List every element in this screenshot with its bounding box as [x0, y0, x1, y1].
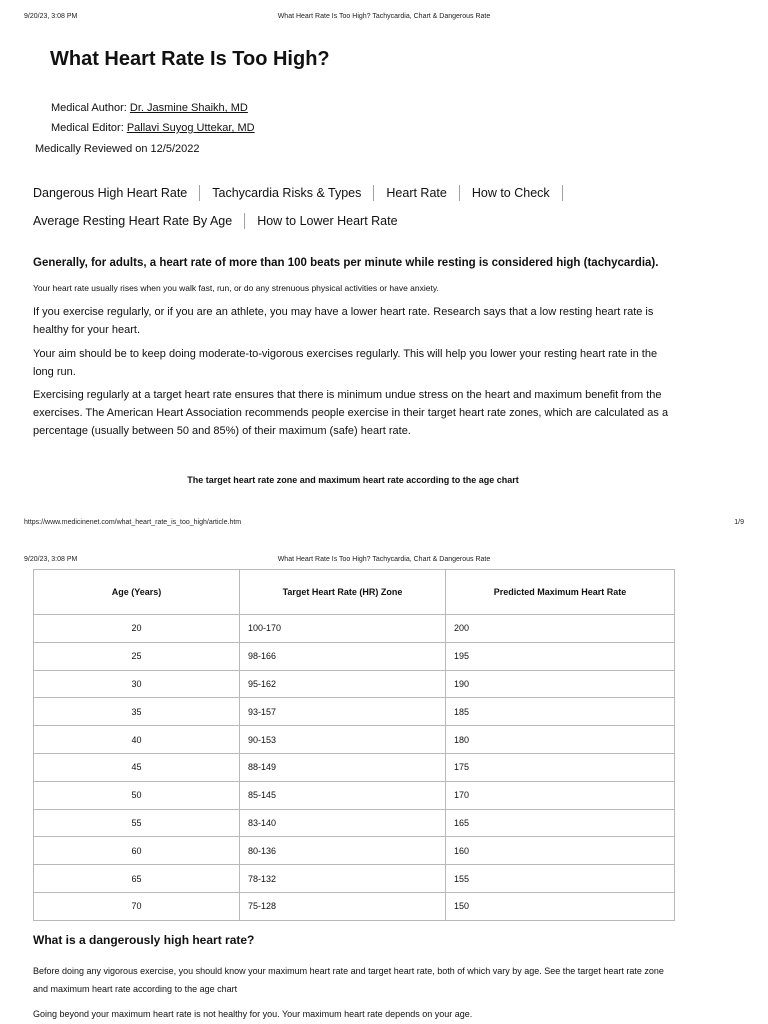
table-caption: The target heart rate zone and maximum heart rate according to the age chart: [187, 475, 519, 485]
cell-target-zone: 90-153: [240, 726, 446, 754]
cell-max-rate: 175: [446, 753, 675, 781]
toc-separator: [459, 185, 460, 201]
table-row: [34, 726, 675, 754]
cell-max-rate: 170: [446, 781, 675, 809]
author-link[interactable]: Dr. Jasmine Shaikh, MD: [129, 102, 248, 114]
cell-max-rate: 160: [446, 837, 675, 865]
toc-link-tachycardia-risks[interactable]: Tachycardia Risks & Types: [212, 186, 362, 200]
table-row: [34, 753, 675, 781]
cell-age: 65: [34, 865, 240, 893]
toc-link-how-to-check[interactable]: How to Check: [471, 186, 550, 200]
section-paragraph-1: Before doing any vigorous exercise, you should know your maximum heart rate and target heart rate, both of which vary by age. See the target heart rate zone and maximum heart rate according to the age chart: [33, 966, 664, 994]
table-body: [34, 615, 675, 921]
editor-label: Medical Editor:: [51, 122, 124, 134]
toc-separator: [562, 185, 563, 201]
cell-age: 35: [34, 698, 240, 726]
toc-link-how-to-lower-heart-rate[interactable]: How to Lower Heart Rate: [257, 214, 398, 228]
cell-age: 60: [34, 837, 240, 865]
print-date: 9/20/23, 3:08 PM: [24, 13, 78, 20]
print-date: 9/20/23, 3:08 PM: [24, 556, 78, 563]
cell-age: 25: [34, 642, 240, 670]
print-title: What Heart Rate Is Too High? Tachycardia, Chart & Dangerous Rate: [277, 556, 491, 563]
table-row: [34, 781, 675, 809]
cell-max-rate: 200: [446, 615, 675, 643]
cell-max-rate: 155: [446, 865, 675, 893]
cell-age: 55: [34, 809, 240, 837]
paragraph-target-heart-rate: Exercising regularly at a target heart rate ensures that there is minimum undue stress on the heart and maximum benefit from the exercises. The American Heart Association recommends people exercise in their target heart rate zones, which are calculated as a percentage (usually between 50 and 85%) of their maximum (safe) heart rate.: [33, 389, 669, 437]
reviewed-date: Medically Reviewed on 12/5/2022: [35, 143, 200, 155]
cell-age: 30: [34, 670, 240, 698]
section-heading: What is a dangerously high heart rate?: [33, 933, 255, 947]
cell-target-zone: 95-162: [240, 670, 446, 698]
cell-age: 40: [34, 726, 240, 754]
cell-target-zone: 75-128: [240, 892, 446, 920]
toc-link-dangerous-high-heart-rate[interactable]: Dangerous High Heart Rate: [33, 186, 188, 200]
cell-target-zone: 83-140: [240, 809, 446, 837]
column-header-age: Age (Years): [34, 570, 240, 615]
table-header-row: [34, 570, 675, 615]
cell-max-rate: 165: [446, 809, 675, 837]
toc-separator: [199, 185, 200, 201]
cell-max-rate: 185: [446, 698, 675, 726]
table-row: [34, 892, 675, 920]
cell-age: 45: [34, 753, 240, 781]
cell-age: 20: [34, 615, 240, 643]
toc-row-1: [33, 185, 575, 201]
table-row: [34, 809, 675, 837]
table-row: [34, 698, 675, 726]
heart-rate-table: [33, 569, 675, 921]
toc-link-heart-rate[interactable]: Heart Rate: [386, 186, 447, 200]
section-paragraph-2: Going beyond your maximum heart rate is not healthy for you. Your maximum heart rate depends on your age.: [33, 1009, 473, 1019]
print-url: https://www.medicinenet.com/what_heart_rate_is_too_high/article.htm: [24, 519, 242, 526]
small-paragraph: Your heart rate usually rises when you walk fast, run, or do any strenuous physical activities or have anxiety.: [33, 283, 439, 293]
lead-paragraph: Generally, for adults, a heart rate of more than 100 beats per minute while resting is considered high (tachycardia).: [33, 257, 659, 269]
cell-target-zone: 93-157: [240, 698, 446, 726]
cell-target-zone: 85-145: [240, 781, 446, 809]
paragraph-aim: Your aim should be to keep doing moderate-to-vigorous exercises regularly. This will help you lower your resting heart rate in the long run.: [33, 348, 658, 378]
author-label: Medical Author:: [51, 102, 127, 114]
cell-target-zone: 100-170: [240, 615, 446, 643]
cell-target-zone: 80-136: [240, 837, 446, 865]
cell-age: 70: [34, 892, 240, 920]
table-row: [34, 615, 675, 643]
table-row: [34, 642, 675, 670]
cell-age: 50: [34, 781, 240, 809]
medical-editor: [51, 122, 255, 134]
column-header-target-zone: Target Heart Rate (HR) Zone: [240, 570, 446, 615]
toc-separator: [373, 185, 374, 201]
cell-max-rate: 190: [446, 670, 675, 698]
cell-max-rate: 150: [446, 892, 675, 920]
print-title: What Heart Rate Is Too High? Tachycardia, Chart & Dangerous Rate: [277, 13, 491, 20]
print-page-number: 1/9: [734, 519, 744, 526]
cell-target-zone: 88-149: [240, 753, 446, 781]
cell-target-zone: 98-166: [240, 642, 446, 670]
medical-author: [51, 102, 248, 114]
cell-max-rate: 180: [446, 726, 675, 754]
toc-separator: [244, 213, 245, 229]
toc-link-average-resting-heart-rate[interactable]: Average Resting Heart Rate By Age: [33, 214, 233, 228]
page-title: What Heart Rate Is Too High?: [50, 48, 330, 70]
paragraph-athlete: If you exercise regularly, or if you are an athlete, you may have a lower heart rate. Research says that a low resting heart rate is healthy for your heart.: [33, 306, 654, 336]
table-row: [34, 670, 675, 698]
column-header-max-rate: Predicted Maximum Heart Rate: [446, 570, 675, 615]
editor-link[interactable]: Pallavi Suyog Uttekar, MD: [126, 122, 255, 134]
cell-max-rate: 195: [446, 642, 675, 670]
table-row: [34, 837, 675, 865]
toc-row-2: [33, 213, 398, 229]
table-row: [34, 865, 675, 893]
cell-target-zone: 78-132: [240, 865, 446, 893]
